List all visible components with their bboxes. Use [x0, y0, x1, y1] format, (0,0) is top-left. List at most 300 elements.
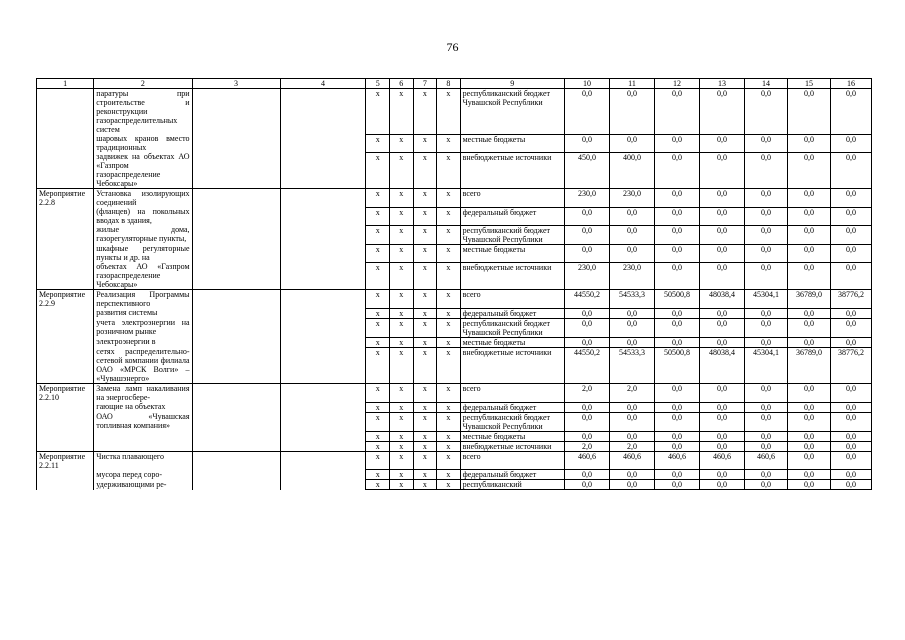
measure-name — [37, 207, 94, 225]
value-cell: 0,0 — [830, 152, 871, 189]
mark-cell: x — [366, 152, 390, 189]
empty-cell — [192, 134, 280, 152]
value-cell: 0,0 — [610, 480, 655, 490]
empty-cell — [192, 308, 280, 318]
value-cell: 0,0 — [700, 308, 745, 318]
value-cell: 0,0 — [655, 225, 700, 244]
empty-cell — [192, 189, 280, 208]
page-number: 76 — [446, 40, 459, 54]
measure-name — [37, 134, 94, 152]
value-cell: 0,0 — [564, 225, 609, 244]
measure-name — [37, 225, 94, 244]
value-cell: 0,0 — [700, 402, 745, 412]
value-cell: 0,0 — [610, 318, 655, 337]
value-cell: 0,0 — [610, 244, 655, 262]
measure-name — [37, 337, 94, 347]
value-cell: 44550,2 — [564, 347, 609, 384]
table-row — [37, 290, 872, 309]
value-cell: 0,0 — [830, 402, 871, 412]
funding-source: федеральный бюджет — [460, 470, 564, 480]
empty-cell — [192, 431, 280, 441]
mark-cell: x — [390, 451, 414, 470]
value-cell: 0,0 — [700, 470, 745, 480]
value-cell: 0,0 — [564, 412, 609, 431]
value-cell: 230,0 — [564, 189, 609, 208]
mark-cell: x — [366, 384, 390, 403]
measure-description: ОАО «Чувашская топливная компания» — [94, 412, 192, 431]
value-cell: 0,0 — [655, 480, 700, 490]
measure-description: гающие на объектах — [94, 402, 192, 412]
value-cell: 45304,1 — [745, 347, 788, 384]
value-cell: 0,0 — [788, 89, 831, 135]
mark-cell: x — [366, 189, 390, 208]
empty-cell — [192, 290, 280, 309]
measure-description: удерживающими ре- — [94, 480, 192, 490]
measure-description: Чистка плавающего — [94, 451, 192, 470]
funding-source: местные бюджеты — [460, 244, 564, 262]
value-cell: 0,0 — [745, 152, 788, 189]
value-cell: 0,0 — [788, 189, 831, 208]
value-cell: 460,6 — [564, 451, 609, 470]
mark-cell: x — [413, 470, 437, 480]
empty-cell — [192, 347, 280, 384]
empty-cell — [280, 207, 366, 225]
mark-cell: x — [413, 207, 437, 225]
empty-cell — [280, 225, 366, 244]
value-cell: 0,0 — [788, 318, 831, 337]
measure-name — [37, 470, 94, 480]
empty-cell — [280, 337, 366, 347]
measure-description: шаровых кранов вместо традиционных — [94, 134, 192, 152]
value-cell: 0,0 — [788, 207, 831, 225]
measure-name — [37, 318, 94, 337]
empty-cell — [280, 290, 366, 309]
mark-cell: x — [437, 152, 461, 189]
mark-cell: x — [366, 308, 390, 318]
empty-cell — [280, 480, 366, 490]
value-cell: 0,0 — [830, 431, 871, 441]
mark-cell: x — [366, 290, 390, 309]
value-cell: 0,0 — [788, 384, 831, 403]
measure-name: Мероприятие 2.2.8 — [37, 189, 94, 208]
mark-cell: x — [390, 470, 414, 480]
mark-cell: x — [366, 318, 390, 337]
mark-cell: x — [366, 470, 390, 480]
mark-cell: x — [437, 225, 461, 244]
value-cell: 0,0 — [830, 189, 871, 208]
value-cell: 0,0 — [788, 337, 831, 347]
column-header: 7 — [413, 79, 437, 89]
value-cell: 460,6 — [745, 451, 788, 470]
value-cell: 0,0 — [745, 384, 788, 403]
value-cell: 38776,2 — [830, 290, 871, 309]
value-cell: 0,0 — [700, 262, 745, 290]
measure-description — [94, 441, 192, 451]
mark-cell: x — [437, 451, 461, 470]
value-cell: 0,0 — [610, 402, 655, 412]
value-cell: 0,0 — [700, 337, 745, 347]
mark-cell: x — [413, 431, 437, 441]
empty-cell — [192, 89, 280, 135]
value-cell: 0,0 — [745, 431, 788, 441]
measure-description: развития системы — [94, 308, 192, 318]
value-cell: 0,0 — [700, 384, 745, 403]
empty-cell — [280, 244, 366, 262]
mark-cell: x — [366, 207, 390, 225]
mark-cell: x — [437, 189, 461, 208]
measure-name — [37, 244, 94, 262]
value-cell: 0,0 — [564, 89, 609, 135]
funding-source: всего — [460, 451, 564, 470]
value-cell: 460,6 — [610, 451, 655, 470]
empty-cell — [280, 189, 366, 208]
mark-cell: x — [390, 89, 414, 135]
empty-cell — [280, 412, 366, 431]
value-cell: 0,0 — [745, 480, 788, 490]
value-cell: 0,0 — [788, 134, 831, 152]
mark-cell: x — [390, 207, 414, 225]
value-cell: 0,0 — [788, 262, 831, 290]
measure-name — [37, 152, 94, 189]
measure-description: учета электроэнергии на розничном рынке — [94, 318, 192, 337]
value-cell: 45304,1 — [745, 290, 788, 309]
value-cell: 0,0 — [655, 244, 700, 262]
mark-cell: x — [413, 480, 437, 490]
measure-name — [37, 480, 94, 490]
value-cell: 0,0 — [788, 480, 831, 490]
value-cell: 230,0 — [610, 189, 655, 208]
value-cell: 0,0 — [745, 244, 788, 262]
value-cell: 0,0 — [655, 134, 700, 152]
value-cell: 0,0 — [788, 402, 831, 412]
mark-cell: x — [413, 89, 437, 135]
value-cell: 0,0 — [700, 152, 745, 189]
value-cell: 0,0 — [830, 412, 871, 431]
value-cell: 450,0 — [564, 152, 609, 189]
value-cell: 0,0 — [788, 451, 831, 470]
value-cell: 2,0 — [564, 384, 609, 403]
value-cell: 0,0 — [610, 470, 655, 480]
mark-cell: x — [413, 441, 437, 451]
value-cell: 0,0 — [830, 384, 871, 403]
column-header: 4 — [280, 79, 366, 89]
value-cell: 38776,2 — [830, 347, 871, 384]
mark-cell: x — [413, 318, 437, 337]
mark-cell: x — [366, 402, 390, 412]
value-cell: 0,0 — [745, 441, 788, 451]
measure-description: (фланцев) на покольных вводах в здания, — [94, 207, 192, 225]
empty-cell — [192, 225, 280, 244]
measure-name — [37, 402, 94, 412]
column-header: 16 — [830, 79, 871, 89]
measure-name — [37, 431, 94, 441]
column-header: 1 — [37, 79, 94, 89]
mark-cell: x — [437, 480, 461, 490]
mark-cell: x — [437, 347, 461, 384]
column-header: 9 — [460, 79, 564, 89]
funding-source: внебюджетные источники — [460, 152, 564, 189]
value-cell: 0,0 — [788, 431, 831, 441]
mark-cell: x — [437, 470, 461, 480]
measure-description — [94, 431, 192, 441]
value-cell: 0,0 — [745, 189, 788, 208]
mark-cell: x — [413, 384, 437, 403]
table-row — [37, 152, 872, 189]
measure-description: Установка изолирующих соединений — [94, 189, 192, 208]
value-cell: 0,0 — [655, 308, 700, 318]
mark-cell: x — [390, 480, 414, 490]
table-row — [37, 89, 872, 135]
mark-cell: x — [413, 402, 437, 412]
funding-source: местные бюджеты — [460, 134, 564, 152]
empty-cell — [192, 384, 280, 403]
mark-cell: x — [390, 318, 414, 337]
table-row — [37, 308, 872, 318]
mark-cell: x — [390, 431, 414, 441]
mark-cell: x — [437, 290, 461, 309]
value-cell: 0,0 — [745, 308, 788, 318]
empty-cell — [192, 318, 280, 337]
mark-cell: x — [437, 262, 461, 290]
value-cell: 460,6 — [700, 451, 745, 470]
measure-name — [37, 89, 94, 135]
mark-cell: x — [413, 347, 437, 384]
value-cell: 0,0 — [655, 412, 700, 431]
mark-cell: x — [366, 337, 390, 347]
measure-description: Реализация Программы перспективного — [94, 290, 192, 309]
mark-cell: x — [437, 402, 461, 412]
funding-source: всего — [460, 189, 564, 208]
mark-cell: x — [366, 441, 390, 451]
mark-cell: x — [413, 189, 437, 208]
measure-name: Мероприятие 2.2.9 — [37, 290, 94, 309]
mark-cell: x — [437, 308, 461, 318]
value-cell: 0,0 — [564, 308, 609, 318]
value-cell: 0,0 — [655, 207, 700, 225]
funding-source: всего — [460, 290, 564, 309]
value-cell: 0,0 — [830, 441, 871, 451]
value-cell: 0,0 — [655, 318, 700, 337]
empty-cell — [192, 441, 280, 451]
table-row — [37, 347, 872, 384]
mark-cell: x — [366, 225, 390, 244]
value-cell: 0,0 — [830, 134, 871, 152]
column-header: 11 — [610, 79, 655, 89]
value-cell: 0,0 — [700, 225, 745, 244]
value-cell: 0,0 — [745, 207, 788, 225]
mark-cell: x — [413, 225, 437, 244]
value-cell: 0,0 — [564, 244, 609, 262]
empty-cell — [192, 262, 280, 290]
mark-cell: x — [437, 207, 461, 225]
empty-cell — [280, 441, 366, 451]
value-cell: 0,0 — [788, 244, 831, 262]
mark-cell: x — [413, 290, 437, 309]
table-row — [37, 189, 872, 208]
empty-cell — [280, 134, 366, 152]
value-cell: 0,0 — [830, 451, 871, 470]
value-cell: 0,0 — [655, 441, 700, 451]
value-cell: 0,0 — [655, 337, 700, 347]
mark-cell: x — [437, 89, 461, 135]
value-cell: 0,0 — [745, 225, 788, 244]
mark-cell: x — [390, 337, 414, 347]
value-cell: 0,0 — [564, 318, 609, 337]
value-cell: 0,0 — [700, 189, 745, 208]
table-row — [37, 134, 872, 152]
mark-cell: x — [413, 412, 437, 431]
table-row — [37, 207, 872, 225]
funding-source: республиканский бюджет Чувашской Республики — [460, 225, 564, 244]
empty-cell — [192, 402, 280, 412]
funding-source: местные бюджеты — [460, 337, 564, 347]
value-cell: 0,0 — [564, 337, 609, 347]
value-cell: 2,0 — [610, 384, 655, 403]
value-cell: 0,0 — [655, 431, 700, 441]
value-cell: 0,0 — [788, 441, 831, 451]
value-cell: 460,6 — [655, 451, 700, 470]
mark-cell: x — [390, 262, 414, 290]
value-cell: 0,0 — [788, 225, 831, 244]
value-cell: 230,0 — [610, 262, 655, 290]
measure-name — [37, 308, 94, 318]
value-cell: 0,0 — [788, 152, 831, 189]
mark-cell: x — [413, 152, 437, 189]
value-cell: 0,0 — [788, 412, 831, 431]
value-cell: 0,0 — [655, 262, 700, 290]
measure-description: электроэнергии в — [94, 337, 192, 347]
table-row — [37, 470, 872, 480]
measure-name — [37, 412, 94, 431]
mark-cell: x — [390, 134, 414, 152]
value-cell: 0,0 — [655, 189, 700, 208]
table-row — [37, 262, 872, 290]
funding-source: республиканский бюджет Чувашской Республики — [460, 412, 564, 431]
value-cell: 50500,8 — [655, 347, 700, 384]
value-cell: 36789,0 — [788, 290, 831, 309]
table-row — [37, 384, 872, 403]
empty-cell — [192, 207, 280, 225]
column-header: 10 — [564, 79, 609, 89]
empty-cell — [192, 480, 280, 490]
value-cell: 0,0 — [700, 431, 745, 441]
mark-cell: x — [437, 412, 461, 431]
empty-cell — [192, 244, 280, 262]
empty-cell — [280, 308, 366, 318]
value-cell: 0,0 — [655, 152, 700, 189]
funding-source: федеральный бюджет — [460, 308, 564, 318]
empty-cell — [280, 402, 366, 412]
mark-cell: x — [390, 347, 414, 384]
value-cell: 0,0 — [788, 470, 831, 480]
table-row — [37, 431, 872, 441]
value-cell: 0,0 — [655, 470, 700, 480]
mark-cell: x — [413, 451, 437, 470]
value-cell: 0,0 — [610, 225, 655, 244]
value-cell: 0,0 — [564, 134, 609, 152]
value-cell: 0,0 — [745, 402, 788, 412]
value-cell: 0,0 — [700, 207, 745, 225]
table-row — [37, 337, 872, 347]
column-header: 13 — [700, 79, 745, 89]
table-row — [37, 441, 872, 451]
value-cell: 0,0 — [610, 89, 655, 135]
measure-description: жилые дома, газорегуляторные пункты, — [94, 225, 192, 244]
value-cell: 0,0 — [610, 134, 655, 152]
value-cell: 0,0 — [830, 308, 871, 318]
value-cell: 0,0 — [700, 412, 745, 431]
empty-cell — [280, 470, 366, 480]
mark-cell: x — [413, 262, 437, 290]
empty-cell — [192, 337, 280, 347]
mark-cell: x — [390, 225, 414, 244]
empty-cell — [280, 152, 366, 189]
value-cell: 0,0 — [788, 308, 831, 318]
measure-description: Замена ламп накаливания на энергосбере- — [94, 384, 192, 403]
table-row — [37, 244, 872, 262]
column-header: 15 — [788, 79, 831, 89]
measure-name — [37, 441, 94, 451]
empty-cell — [280, 451, 366, 470]
mark-cell: x — [390, 290, 414, 309]
mark-cell: x — [413, 244, 437, 262]
value-cell: 2,0 — [564, 441, 609, 451]
value-cell: 230,0 — [564, 262, 609, 290]
measure-description: паратуры при строительстве и реконструкции газораспределительных систем — [94, 89, 192, 135]
mark-cell: x — [366, 480, 390, 490]
funding-source: федеральный бюджет — [460, 402, 564, 412]
value-cell: 0,0 — [830, 480, 871, 490]
value-cell: 400,0 — [610, 152, 655, 189]
value-cell: 0,0 — [830, 262, 871, 290]
value-cell: 0,0 — [610, 431, 655, 441]
value-cell: 48038,4 — [700, 290, 745, 309]
empty-cell — [192, 451, 280, 470]
value-cell: 0,0 — [564, 431, 609, 441]
value-cell: 0,0 — [564, 470, 609, 480]
value-cell: 0,0 — [610, 412, 655, 431]
value-cell: 0,0 — [655, 89, 700, 135]
table-row — [37, 412, 872, 431]
value-cell: 0,0 — [830, 337, 871, 347]
column-header: 3 — [192, 79, 280, 89]
column-header: 2 — [94, 79, 192, 89]
mark-cell: x — [390, 441, 414, 451]
value-cell: 50500,8 — [655, 290, 700, 309]
value-cell: 0,0 — [745, 412, 788, 431]
measure-name: Мероприятие 2.2.11 — [37, 451, 94, 470]
value-cell: 0,0 — [830, 207, 871, 225]
value-cell: 0,0 — [700, 89, 745, 135]
mark-cell: x — [413, 134, 437, 152]
mark-cell: x — [437, 337, 461, 347]
column-header: 6 — [390, 79, 414, 89]
mark-cell: x — [437, 134, 461, 152]
header-row — [37, 79, 872, 89]
value-cell: 0,0 — [745, 470, 788, 480]
value-cell: 0,0 — [745, 262, 788, 290]
mark-cell: x — [366, 244, 390, 262]
mark-cell: x — [366, 262, 390, 290]
value-cell: 0,0 — [655, 384, 700, 403]
mark-cell: x — [366, 134, 390, 152]
value-cell: 0,0 — [564, 480, 609, 490]
mark-cell: x — [366, 412, 390, 431]
column-header: 12 — [655, 79, 700, 89]
mark-cell: x — [390, 189, 414, 208]
mark-cell: x — [437, 441, 461, 451]
value-cell: 0,0 — [745, 134, 788, 152]
